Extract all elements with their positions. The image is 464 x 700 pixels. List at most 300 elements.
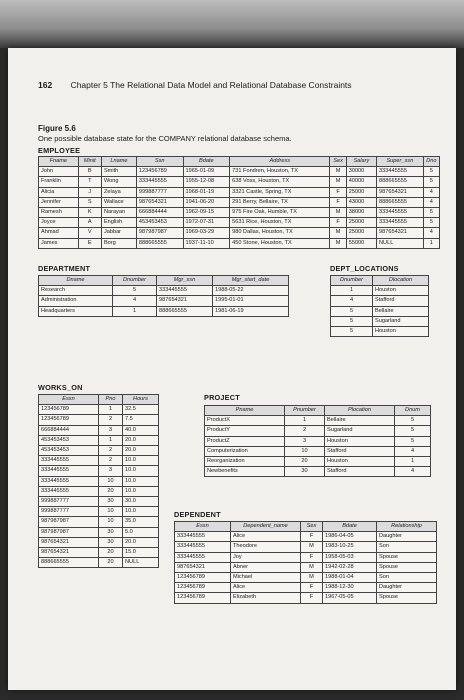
table-cell: 38000: [346, 208, 376, 218]
table-cell: M: [301, 573, 323, 583]
table-cell: 123456789: [175, 583, 231, 593]
table-cell: 20: [285, 457, 325, 467]
table-cell: B: [78, 167, 101, 177]
column-header: Essn: [175, 522, 231, 532]
column-header: Salary: [346, 157, 376, 167]
column-header: Lname: [101, 157, 136, 167]
table-cell: M: [330, 208, 346, 218]
table-cell: 666884444: [39, 425, 99, 435]
table-cell: 5: [395, 426, 431, 436]
table-cell: 333445555: [175, 552, 231, 562]
table-cell: Alice: [231, 583, 301, 593]
table-row: [39, 486, 159, 496]
project-table: [204, 405, 431, 477]
table-row: [175, 552, 437, 562]
table-cell: 30000: [346, 167, 376, 177]
table-cell: 25000: [346, 187, 376, 197]
table-cell: Houston: [325, 436, 395, 446]
table-cell: 20: [99, 486, 123, 496]
table-row: [39, 415, 159, 425]
department-table-title: DEPARTMENT: [38, 264, 91, 273]
works-on-table-title: WORKS_ON: [38, 383, 83, 392]
column-header: Dlocation: [373, 276, 429, 286]
table-cell: 3: [285, 436, 325, 446]
table-cell: 1: [285, 416, 325, 426]
table-cell: 1995-01-01: [213, 296, 289, 306]
table-cell: 3321 Castle, Spring, TX: [230, 187, 330, 197]
table-cell: 10.0: [123, 466, 159, 476]
table-cell: Newbenefits: [205, 467, 285, 477]
table-cell: Joyce: [39, 218, 79, 228]
column-header: Dno: [423, 157, 439, 167]
table-cell: 10.0: [123, 486, 159, 496]
table-cell: 999887777: [136, 187, 183, 197]
table-cell: 1981-06-19: [213, 306, 289, 316]
table-cell: 2: [285, 426, 325, 436]
table-cell: Theodore: [231, 542, 301, 552]
table-cell: Computerization: [205, 446, 285, 456]
table-cell: 1941-06-20: [183, 197, 230, 207]
column-header: Sex: [301, 522, 323, 532]
table-cell: 1: [395, 457, 431, 467]
table-cell: 4: [113, 296, 157, 306]
table-cell: 4: [423, 228, 439, 238]
table-cell: 32.5: [123, 405, 159, 415]
page-number: 162: [38, 80, 53, 90]
table-cell: Son: [377, 542, 437, 552]
table-cell: 1988-05-22: [213, 286, 289, 296]
table-cell: Daughter: [377, 532, 437, 542]
table-cell: 5: [423, 177, 439, 187]
table-row: [39, 497, 159, 507]
table-cell: ProductY: [205, 426, 285, 436]
table-cell: Ahmad: [39, 228, 79, 238]
header-row: [175, 522, 437, 532]
table-cell: Research: [39, 286, 113, 296]
table-cell: English: [101, 218, 136, 228]
table-cell: Abner: [231, 562, 301, 572]
employee-table-title: EMPLOYEE: [38, 146, 81, 155]
table-cell: F: [301, 532, 323, 542]
table-cell: Sugarland: [373, 316, 429, 326]
table-cell: 10.0: [123, 476, 159, 486]
table-cell: 987654321: [157, 296, 213, 306]
table-cell: K: [78, 208, 101, 218]
table-cell: Alice: [231, 532, 301, 542]
table-cell: 10: [99, 476, 123, 486]
table-cell: Houston: [373, 286, 429, 296]
table-row: [175, 542, 437, 552]
table-cell: 1955-12-08: [183, 177, 230, 187]
table-cell: 333445555: [377, 167, 424, 177]
table-row: [39, 456, 159, 466]
table-row: [331, 286, 429, 296]
column-header: Dnumber: [331, 276, 373, 286]
table-cell: 333445555: [39, 476, 99, 486]
table-cell: 5631 Rice, Houston, TX: [230, 218, 330, 228]
table-cell: Elizabeth: [231, 593, 301, 603]
table-cell: 10: [99, 507, 123, 517]
table-cell: 123456789: [136, 167, 183, 177]
table-cell: 888665555: [377, 177, 424, 187]
table-cell: Reorganization: [205, 457, 285, 467]
table-cell: ProductZ: [205, 436, 285, 446]
table-cell: T: [78, 177, 101, 187]
table-cell: V: [78, 228, 101, 238]
header-row: [205, 406, 431, 416]
table-cell: Spouse: [377, 552, 437, 562]
table-cell: F: [301, 552, 323, 562]
table-cell: 2: [99, 456, 123, 466]
table-cell: Borg: [101, 238, 136, 248]
employee-table: [38, 156, 440, 249]
table-cell: Houston: [325, 457, 395, 467]
dept-locations-table-title: DEPT_LOCATIONS: [330, 264, 399, 273]
table-cell: 55000: [346, 238, 376, 248]
table-cell: 1: [99, 435, 123, 445]
table-cell: Stafford: [373, 296, 429, 306]
table-cell: 2: [99, 446, 123, 456]
table-cell: 5: [423, 208, 439, 218]
table-row: [205, 416, 431, 426]
dependent-table: [174, 521, 437, 604]
table-cell: 1965-01-09: [183, 167, 230, 177]
table-row: [175, 583, 437, 593]
table-cell: NULL: [123, 558, 159, 568]
table-cell: M: [330, 238, 346, 248]
table-cell: Houston: [373, 327, 429, 337]
column-header: Plocation: [325, 406, 395, 416]
table-row: [39, 187, 440, 197]
table-cell: 123456789: [175, 593, 231, 603]
table-cell: 25000: [346, 218, 376, 228]
table-cell: 980 Dallas, Houston, TX: [230, 228, 330, 238]
table-row: [331, 306, 429, 316]
table-cell: 1: [99, 405, 123, 415]
table-cell: 987654321: [136, 197, 183, 207]
table-cell: 333445555: [39, 466, 99, 476]
table-cell: 30.0: [123, 497, 159, 507]
table-row: [331, 296, 429, 306]
table-row: [39, 306, 289, 316]
column-header: Pname: [205, 406, 285, 416]
table-cell: 123456789: [39, 405, 99, 415]
column-header: Dnumber: [113, 276, 157, 286]
table-cell: Spouse: [377, 593, 437, 603]
table-cell: M: [330, 177, 346, 187]
table-row: [205, 467, 431, 477]
table-cell: 1983-10-25: [323, 542, 377, 552]
table-cell: 5: [395, 436, 431, 446]
table-cell: 1968-01-19: [183, 187, 230, 197]
dept-locations-table: [330, 275, 429, 337]
table-cell: 7.5: [123, 415, 159, 425]
header-row: [39, 157, 440, 167]
table-cell: F: [330, 197, 346, 207]
header-row: [39, 395, 159, 405]
column-header: Mgr_start_date: [213, 276, 289, 286]
table-cell: Spouse: [377, 562, 437, 572]
table-cell: Stafford: [325, 446, 395, 456]
table-cell: 1937-11-10: [183, 238, 230, 248]
table-row: [39, 476, 159, 486]
column-header: Hours: [123, 395, 159, 405]
table-cell: M: [301, 542, 323, 552]
table-cell: 30: [285, 467, 325, 477]
table-cell: Headquarters: [39, 306, 113, 316]
table-cell: E: [78, 238, 101, 248]
column-header: Sex: [330, 157, 346, 167]
column-header: Dname: [39, 276, 113, 286]
chapter-title: Chapter 5 The Relational Data Model and Relational Database Constraints: [70, 80, 352, 90]
table-cell: M: [330, 167, 346, 177]
table-cell: 1942-02-28: [323, 562, 377, 572]
table-cell: 666884444: [136, 208, 183, 218]
table-row: [39, 446, 159, 456]
column-header: Essn: [39, 395, 99, 405]
table-cell: James: [39, 238, 79, 248]
table-cell: M: [301, 562, 323, 572]
table-cell: 987654321: [175, 562, 231, 572]
table-cell: Son: [377, 573, 437, 583]
table-row: [205, 436, 431, 446]
figure-caption: One possible database state for the COMPANY relational database schema.: [38, 134, 292, 143]
table-row: [39, 425, 159, 435]
table-cell: 15.0: [123, 548, 159, 558]
table-row: [205, 446, 431, 456]
column-header: Address: [230, 157, 330, 167]
table-cell: 5: [331, 306, 373, 316]
figure-label: Figure 5.6: [38, 124, 76, 133]
table-cell: 1: [331, 286, 373, 296]
table-cell: F: [330, 187, 346, 197]
table-cell: 43000: [346, 197, 376, 207]
table-cell: 333445555: [157, 286, 213, 296]
table-cell: 987987987: [39, 517, 99, 527]
table-cell: 1969-03-29: [183, 228, 230, 238]
table-cell: 987654321: [39, 548, 99, 558]
table-cell: 333445555: [39, 456, 99, 466]
table-cell: 40000: [346, 177, 376, 187]
works-on-table: [38, 394, 159, 568]
table-cell: Bellaire: [373, 306, 429, 316]
table-cell: 987987987: [39, 527, 99, 537]
table-cell: S: [78, 197, 101, 207]
table-cell: Administration: [39, 296, 113, 306]
table-cell: 999887777: [39, 497, 99, 507]
table-cell: 333445555: [377, 218, 424, 228]
table-cell: 30: [99, 497, 123, 507]
table-cell: John: [39, 167, 79, 177]
table-row: [39, 238, 440, 248]
column-header: Dnum: [395, 406, 431, 416]
table-cell: 888665555: [136, 238, 183, 248]
column-header: Bdate: [183, 157, 230, 167]
table-cell: Joy: [231, 552, 301, 562]
table-cell: 453453453: [136, 218, 183, 228]
table-cell: 638 Voss, Houston, TX: [230, 177, 330, 187]
table-cell: Wallace: [101, 197, 136, 207]
table-cell: 333445555: [377, 208, 424, 218]
dependent-table-title: DEPENDENT: [174, 510, 221, 519]
table-cell: Franklin: [39, 177, 79, 187]
table-cell: 1: [113, 306, 157, 316]
table-row: [39, 286, 289, 296]
table-cell: 1: [423, 238, 439, 248]
scan-top-strip: [0, 0, 464, 48]
table-cell: Sugarland: [325, 426, 395, 436]
table-row: [175, 532, 437, 542]
table-row: [39, 405, 159, 415]
table-cell: Ramesh: [39, 208, 79, 218]
table-cell: 5: [113, 286, 157, 296]
table-cell: 975 Fire Oak, Humble, TX: [230, 208, 330, 218]
table-cell: 453453453: [39, 446, 99, 456]
table-cell: Narayan: [101, 208, 136, 218]
table-cell: 5: [331, 327, 373, 337]
table-cell: 1972-07-31: [183, 218, 230, 228]
textbook-page: [8, 48, 456, 690]
department-table: [38, 275, 289, 317]
table-row: [205, 426, 431, 436]
table-cell: 40.0: [123, 425, 159, 435]
table-row: [39, 507, 159, 517]
table-cell: 123456789: [39, 415, 99, 425]
table-cell: 987987987: [136, 228, 183, 238]
table-cell: 987654321: [377, 228, 424, 238]
table-cell: Daughter: [377, 583, 437, 593]
header-row: [331, 276, 429, 286]
table-cell: 30: [99, 537, 123, 547]
column-header: Pnumber: [285, 406, 325, 416]
table-row: [39, 435, 159, 445]
table-row: [331, 327, 429, 337]
column-header: Bdate: [323, 522, 377, 532]
table-row: [39, 517, 159, 527]
table-cell: J: [78, 187, 101, 197]
table-row: [39, 167, 440, 177]
table-cell: 987654321: [377, 187, 424, 197]
table-row: [39, 218, 440, 228]
table-cell: 4: [423, 197, 439, 207]
table-row: [39, 466, 159, 476]
table-cell: 453453453: [39, 435, 99, 445]
table-row: [39, 228, 440, 238]
table-cell: A: [78, 218, 101, 228]
table-cell: F: [301, 583, 323, 593]
table-cell: 4: [331, 296, 373, 306]
column-header: Mgr_ssn: [157, 276, 213, 286]
table-cell: 1988-12-30: [323, 583, 377, 593]
column-header: Fname: [39, 157, 79, 167]
table-cell: 333445555: [136, 177, 183, 187]
table-cell: M: [330, 228, 346, 238]
column-header: Relationship: [377, 522, 437, 532]
table-cell: 1988-01-04: [323, 573, 377, 583]
table-cell: 25000: [346, 228, 376, 238]
table-cell: 1986-04-05: [323, 532, 377, 542]
table-cell: 888665555: [39, 558, 99, 568]
running-header: [38, 80, 352, 90]
table-cell: 20: [99, 558, 123, 568]
table-cell: 10.0: [123, 456, 159, 466]
table-cell: 4: [395, 446, 431, 456]
table-cell: 5: [331, 316, 373, 326]
table-cell: 4: [423, 187, 439, 197]
table-cell: 987654321: [39, 537, 99, 547]
table-cell: Jennifer: [39, 197, 79, 207]
table-cell: ProductX: [205, 416, 285, 426]
table-cell: 731 Fondren, Houston, TX: [230, 167, 330, 177]
table-cell: 3: [99, 466, 123, 476]
project-table-title: PROJECT: [204, 393, 240, 402]
table-cell: 20.0: [123, 537, 159, 547]
table-cell: 888665555: [377, 197, 424, 207]
table-row: [175, 562, 437, 572]
table-row: [39, 197, 440, 207]
table-row: [39, 527, 159, 537]
column-header: Dependent_name: [231, 522, 301, 532]
table-cell: 20.0: [123, 435, 159, 445]
table-row: [39, 177, 440, 187]
column-header: Ssn: [136, 157, 183, 167]
table-cell: 10.0: [123, 507, 159, 517]
table-cell: Wong: [101, 177, 136, 187]
table-row: [205, 457, 431, 467]
table-row: [39, 537, 159, 547]
table-row: [39, 548, 159, 558]
table-row: [331, 316, 429, 326]
column-header: Super_ssn: [377, 157, 424, 167]
table-row: [39, 208, 440, 218]
table-cell: 10: [285, 446, 325, 456]
table-cell: 2: [99, 415, 123, 425]
table-cell: 888665555: [157, 306, 213, 316]
table-cell: Michael: [231, 573, 301, 583]
table-cell: F: [330, 218, 346, 228]
table-cell: 5: [423, 218, 439, 228]
table-cell: 333445555: [175, 542, 231, 552]
table-cell: 20: [99, 548, 123, 558]
table-cell: 1958-05-03: [323, 552, 377, 562]
table-row: [39, 558, 159, 568]
table-cell: 333445555: [39, 486, 99, 496]
table-cell: 3: [99, 425, 123, 435]
table-cell: 1962-09-15: [183, 208, 230, 218]
table-cell: 999887777: [39, 507, 99, 517]
table-row: [175, 593, 437, 603]
table-cell: 10: [99, 517, 123, 527]
table-row: [39, 296, 289, 306]
table-cell: 5.0: [123, 527, 159, 537]
table-cell: Stafford: [325, 467, 395, 477]
table-cell: F: [301, 593, 323, 603]
table-cell: Zelaya: [101, 187, 136, 197]
table-row: [175, 573, 437, 583]
table-cell: 450 Stone, Houston, TX: [230, 238, 330, 248]
table-cell: 291 Berry, Bellaire, TX: [230, 197, 330, 207]
table-cell: 30: [99, 527, 123, 537]
table-cell: Alicia: [39, 187, 79, 197]
table-cell: Jabbar: [101, 228, 136, 238]
header-row: [39, 276, 289, 286]
table-cell: 123456789: [175, 573, 231, 583]
table-cell: 333445555: [175, 532, 231, 542]
table-cell: 35.0: [123, 517, 159, 527]
table-cell: NULL: [377, 238, 424, 248]
table-cell: 5: [395, 416, 431, 426]
table-cell: Smith: [101, 167, 136, 177]
